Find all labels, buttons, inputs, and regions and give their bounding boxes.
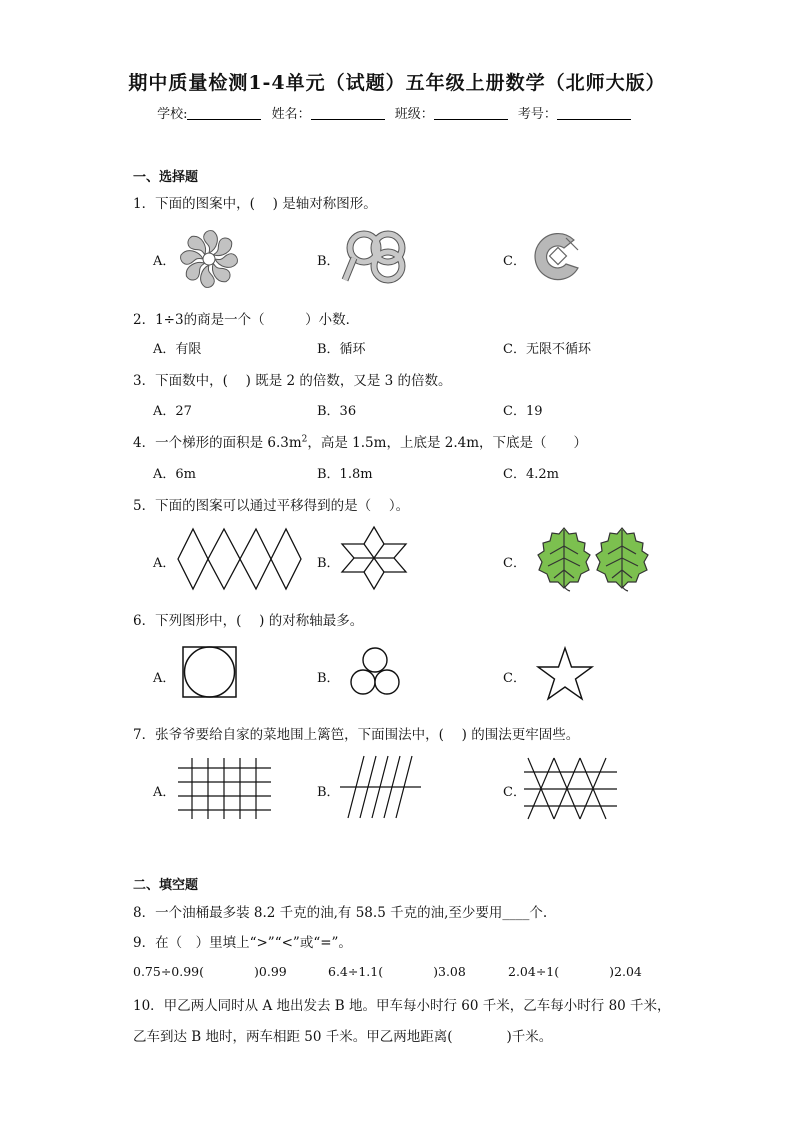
q2-option-b[interactable]: B．循环: [317, 342, 366, 357]
class-blank[interactable]: [434, 107, 508, 120]
q3-option-a[interactable]: A．27: [153, 404, 192, 419]
triangle-fence-figure: [524, 758, 618, 820]
class-label: 班级：: [394, 107, 434, 122]
grid-fence-figure: [178, 758, 272, 820]
q4-option-a[interactable]: A．6m: [153, 467, 196, 482]
q4-text-post: ，高是 1.5m，上底是 2.4m，下底是（ ）: [307, 435, 588, 451]
question-4: [133, 431, 587, 451]
q6-option-c[interactable]: C．: [503, 671, 526, 686]
q2-option-a[interactable]: A．有限: [153, 342, 202, 357]
q6-option-a[interactable]: A．: [153, 671, 176, 686]
section-choice-heading: 一、选择题: [133, 170, 199, 185]
q4-option-b[interactable]: B．1.8m: [317, 467, 373, 482]
question-10-line-2: 乙车到达 B 地时，两车相距 50 千米。甲乙两地距离( )千米。: [133, 1029, 553, 1045]
number-blank[interactable]: [557, 107, 631, 120]
q3-option-c[interactable]: C．19: [503, 404, 543, 419]
q9-expression-1[interactable]: 0.75÷0.99( )0.99: [133, 964, 287, 979]
section-fill-heading: 二、填空题: [133, 878, 199, 893]
question-7: 7．张爷爷要给自家的菜地围上篱笆，下面围法中，( ) 的围法更牢固些。: [133, 727, 580, 743]
school-blank[interactable]: [187, 107, 261, 120]
q7-option-c[interactable]: C．: [503, 785, 526, 800]
q1-option-a[interactable]: A．: [153, 254, 176, 269]
question-6: 6．下列图形中，( ) 的对称轴最多。: [133, 613, 364, 629]
q4-superscript: 2: [301, 434, 308, 445]
q2-option-c[interactable]: C．无限不循环: [503, 342, 591, 357]
diamond-chain-figure: [178, 528, 302, 590]
q4-option-c[interactable]: C．4.2m: [503, 467, 559, 482]
five-point-star-figure: [536, 646, 594, 702]
three-circles-figure: [348, 646, 402, 696]
q4-text-pre: 4．一个梯形的面积是 6.3m: [133, 435, 302, 451]
page-title: 期中质量检测1-4单元（试题）五年级上册数学（北师大版）: [128, 72, 666, 94]
name-label: 姓名：: [271, 107, 311, 122]
q5-option-a[interactable]: A．: [153, 556, 176, 571]
q6-option-b[interactable]: B．: [317, 671, 340, 686]
q1-option-c[interactable]: C．: [503, 254, 526, 269]
question-5: 5．下面的图案可以通过平移得到的是（ ）。: [133, 498, 410, 514]
two-leaves-figure: [534, 524, 650, 592]
q5-option-c[interactable]: C．: [503, 556, 526, 571]
pinwheel-flower-figure: [178, 228, 240, 290]
rings-logo-figure: [344, 228, 410, 286]
name-blank[interactable]: [311, 107, 385, 120]
question-2: 2．1÷3的商是一个（ ）小数．: [133, 312, 360, 328]
student-info-line: [0, 103, 794, 122]
q5-option-b[interactable]: B．: [317, 556, 340, 571]
question-1: 1．下面的图案中，( ) 是轴对称图形。: [133, 196, 377, 212]
question-8: 8．一个油桶最多装 8.2 千克的油,有 58.5 千克的油,至少要用____个.: [133, 905, 548, 921]
question-3: 3．下面数中，( ) 既是 2 的倍数，又是 3 的倍数。: [133, 373, 452, 389]
question-9: 9．在（ ）里填上“>”“<”或“=”。: [133, 935, 352, 951]
q1-option-b[interactable]: B．: [317, 254, 340, 269]
question-10-line-1: 10．甲乙两人同时从 A 地出发去 B 地。甲车每小时行 60 千米，乙车每小时行 80 千米，: [133, 998, 671, 1014]
six-point-star-figure: [340, 526, 408, 590]
circle-in-square-figure: [182, 646, 238, 698]
school-label: 学校:: [157, 107, 188, 122]
q9-expression-3[interactable]: 2.04÷1( )2.04: [508, 964, 642, 979]
q7-option-b[interactable]: B．: [317, 785, 340, 800]
q3-option-b[interactable]: B．36: [317, 404, 357, 419]
c-shape-logo-figure: [528, 228, 586, 286]
number-label: 考号：: [517, 107, 557, 122]
slanted-fence-figure: [340, 754, 422, 820]
q9-expression-2[interactable]: 6.4÷1.1( )3.08: [328, 964, 466, 979]
q7-option-a[interactable]: A．: [153, 785, 176, 800]
